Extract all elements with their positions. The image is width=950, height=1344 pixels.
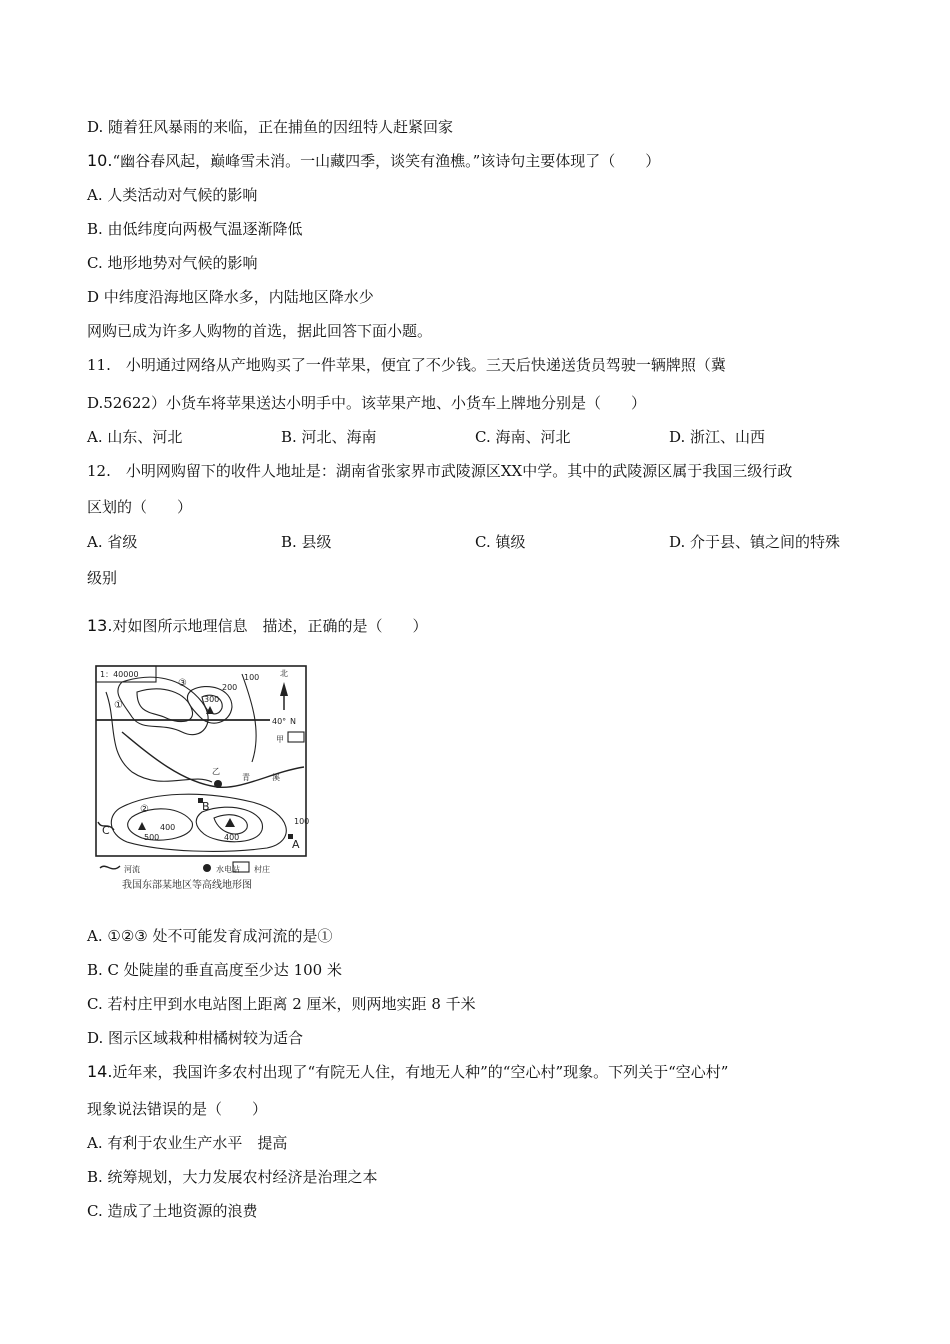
contour-label: 100	[244, 673, 260, 682]
mark-3: ③	[178, 678, 187, 689]
legend-river-label: 河流	[124, 865, 140, 874]
q13-option-b: B. C 处陡崖的垂直高度至少达 100 米	[87, 961, 342, 979]
mark-2: ②	[140, 804, 149, 815]
contour-line	[118, 677, 208, 734]
legend-station-label: 水电站	[216, 865, 240, 874]
n-label: N	[290, 717, 296, 726]
section-intro: 网购已成为许多人购物的首选，据此回答下面小题。	[87, 322, 433, 340]
q11-option-b: B. 河北、海南	[281, 428, 377, 446]
q13-option-c: C. 若村庄甲到水电站图上距离 2 厘米，则两地实距 8 千米	[87, 995, 476, 1013]
q11-option-d: D. 浙江、山西	[669, 428, 766, 446]
q14-option-a: A. 有利于农业生产水平 提高	[87, 1134, 288, 1152]
north-arrow-icon	[280, 682, 288, 696]
map-symbols	[138, 682, 293, 872]
point-c-label: C	[102, 824, 110, 837]
q12-option-d-continued: 级别	[87, 569, 118, 587]
q13-option-d: D. 图示区域栽种柑橘树较为适合	[87, 1029, 304, 1047]
contour-map-figure	[92, 662, 324, 898]
q12-option-d: D. 介于县、镇之间的特殊	[669, 533, 841, 551]
point-a-label: A	[292, 838, 300, 851]
village-icon	[288, 732, 304, 742]
q11-option-c: C. 海南、河北	[475, 428, 571, 446]
q12-option-c: C. 镇级	[475, 533, 526, 551]
contour-label: 400	[160, 823, 176, 832]
contour-label: 300	[204, 695, 220, 704]
q10-option-c: C. 地形地势对气候的影响	[87, 254, 258, 272]
question-number: 13.	[87, 616, 113, 635]
latitude-label: 40°	[272, 717, 287, 726]
contour-label: 500	[144, 833, 160, 842]
q12-option-b: B. 县级	[281, 533, 332, 551]
q10-option-a: A. 人类活动对气候的影响	[87, 186, 258, 204]
map-scale: 1：40000	[100, 670, 139, 679]
map-caption: 我国东部某地区等高线地形图	[122, 880, 252, 891]
river-name: 溪	[272, 773, 280, 782]
question-12-line-2: 区划的（ ）	[87, 498, 193, 516]
legend-station-icon	[203, 864, 211, 872]
question-text: 近年来，我国许多农村出现了“有院无人住，有地无人种”的“空心村”现象。下列关于“空心村”	[112, 1063, 729, 1081]
river-name: 青	[242, 773, 250, 782]
question-13	[87, 616, 427, 636]
legend-river-icon	[100, 866, 120, 869]
q9-option-d: D. 随着狂风暴雨的来临，正在捕鱼的因纽特人赶紧回家	[87, 118, 454, 136]
contour-label: 400	[224, 833, 240, 842]
q12-option-a: A. 省级	[87, 533, 138, 551]
north-label: 北	[280, 669, 288, 678]
question-number: 10.	[87, 151, 113, 170]
contour-label: 200	[222, 683, 238, 692]
point-b-label: B	[202, 800, 210, 813]
peak-icon	[138, 822, 146, 830]
map-frame	[96, 666, 306, 856]
question-text: 对如图所示地理信息 描述，正确的是（ ）	[112, 617, 428, 635]
question-10	[87, 151, 660, 171]
contour-line	[187, 687, 232, 724]
q13-option-a: A. ①②③ 处不可能发育成河流的是①	[87, 927, 333, 945]
q10-option-b: B. 由低纬度向两极气温逐渐降低	[87, 220, 303, 238]
q14-option-b: B. 统筹规划，大力发展农村经济是治理之本	[87, 1168, 378, 1186]
question-text: “幽谷春风起，巅峰雪未消。一山藏四季，谈笑有渔樵。”该诗句主要体现了（ ）	[112, 152, 661, 170]
q11-option-a: A. 山东、河北	[87, 428, 183, 446]
question-12-line-1: 12. 小明网购留下的收件人地址是：湖南省张家界市武陵源区XX中学。其中的武陵源区属于我国三级行政	[87, 462, 793, 480]
q10-option-d: D 中纬度沿海地区降水多，内陆地区降水少	[87, 288, 374, 306]
peak-icon	[225, 818, 235, 827]
question-11-line-2: D.52622）小货车将苹果送达小明手中。该苹果产地、小货车上牌地分别是（ ）	[87, 394, 646, 412]
contour-line	[137, 689, 193, 722]
question-14	[87, 1062, 728, 1082]
mark-1: ①	[114, 700, 123, 711]
q14-option-c: C. 造成了土地资源的浪费	[87, 1202, 258, 1220]
station-label: 乙	[212, 767, 220, 776]
legend-village-label: 村庄	[254, 865, 270, 874]
question-11-line-1: 11. 小明通过网络从产地购买了一件苹果，便宜了不少钱。三天后快递送货员驾驶一辆牌照（冀	[87, 356, 726, 374]
contour-line	[242, 674, 256, 762]
station-icon	[214, 780, 222, 788]
question-14-line-2: 现象说法错误的是（ ）	[87, 1100, 268, 1118]
question-number: 14.	[87, 1062, 113, 1081]
village-label: 甲	[276, 735, 284, 744]
contour-label: 100	[294, 817, 310, 826]
